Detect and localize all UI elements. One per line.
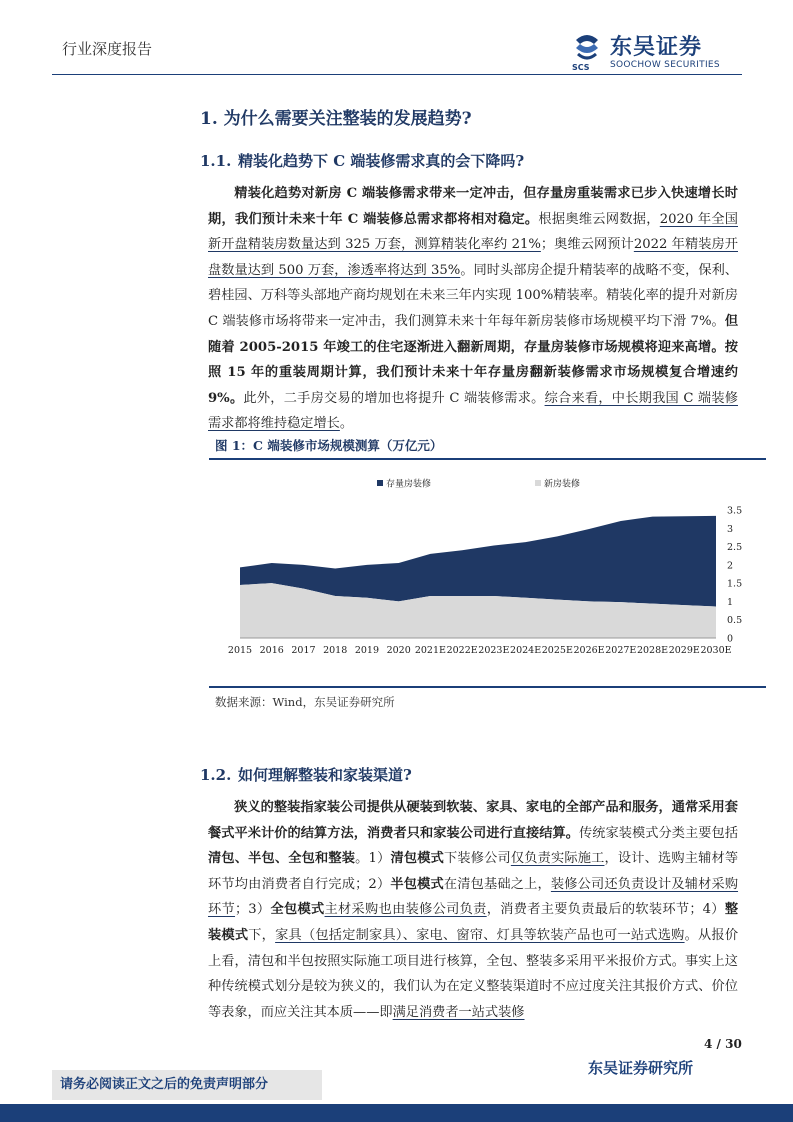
p2-text-5: 在清包基础之上，	[443, 876, 551, 892]
header-divider	[52, 74, 742, 75]
section-1-2-title: 如何理解整装和家装渠道?	[238, 766, 412, 784]
x-tick-label: 2022E	[446, 645, 478, 656]
p2-underline-4: 家具（包括定制家具）、家电、窗帘、灯具等软装产品也可一站式选购	[275, 927, 685, 943]
p2-underline-5: 满足消费者一站式装修	[392, 1004, 525, 1020]
p2-underline-1: 仅负责实际施工	[510, 851, 605, 867]
market-size-area-chart	[209, 462, 766, 684]
x-tick-label: 2025E	[541, 645, 573, 656]
x-tick-label: 2027E	[605, 645, 637, 656]
p2-bold-6: 整装模式	[208, 902, 739, 943]
figure-bottom-rule	[209, 686, 766, 688]
y-tick-label: 1	[727, 596, 734, 608]
y-tick-label: 2	[727, 560, 734, 572]
legend-swatch	[535, 480, 541, 486]
section-1-2-number: 1.2.	[200, 766, 232, 784]
p2-text-1: 传统家装模式分类主要包括	[579, 825, 739, 841]
figure-1-source: 数据来源：Wind，东吴证券研究所	[215, 695, 395, 709]
logo-name: 东吴证券	[610, 35, 703, 60]
p1-underline-1: 2020 年全国新开盘精装房数量达到 325 万套，测算精装化率约 21%	[208, 211, 738, 253]
footer-institute: 东吴证券研究所	[588, 1059, 694, 1077]
p1-bold-1: 精装化趋势对新房 C 端装修需求带来一定冲击，但存量房重装需求已步入快速增长时期，我们预计未来十年 C 端装修总需求都将相对稳定。	[208, 186, 738, 227]
section-1-1-number: 1.1.	[200, 152, 232, 170]
y-tick-label: 1.5	[727, 578, 743, 590]
legend-label: 存量房装修	[386, 479, 432, 490]
x-tick-label: 2021E	[414, 645, 446, 656]
p1-underline-3: 综合来看，中长期我国 C 端装修需求都将维持稳定增长	[208, 390, 738, 432]
p2-text-7: ，消费者主要负责最后的软装环节；4）	[486, 902, 725, 918]
footer-bar	[0, 1104, 793, 1122]
section-1-1-title: 精装化趋势下 C 端装修需求真的会下降吗?	[238, 152, 525, 170]
figure-top-rule	[209, 458, 766, 460]
p1-text-1: 根据奥维云网数据，	[538, 211, 660, 227]
company-logo	[572, 30, 742, 74]
section-1-2-heading	[200, 764, 412, 785]
logo-abbr: SCS	[572, 63, 590, 72]
page-number: 4 / 30	[704, 1037, 742, 1051]
x-tick-label: 2017	[291, 645, 316, 656]
legend-swatch	[377, 480, 383, 486]
y-tick-label: 0	[727, 633, 734, 645]
p2-text-8: 下，	[248, 927, 276, 943]
legend-label: 新房装修	[544, 479, 581, 490]
p2-text-2: 。1）	[355, 851, 391, 867]
p1-text-3: 。同时头部房企提升精装率的战略不变，保利、碧桂园、万科等头部地产商均规划在未来三年内实现 100%精装率。精装化率的提升对新房 C 端装修市场将带来一定冲击，我们测算未来十年每年新房装修市场规模平均下滑 7%。	[208, 262, 738, 329]
p1-text-2: ；奥维云网预计	[540, 237, 634, 253]
x-tick-label: 2023E	[478, 645, 510, 656]
report-type: 行业深度报告	[62, 40, 153, 58]
x-tick-label: 2015	[227, 645, 253, 656]
p1-bold-2: 但随着 2005-2015 年竣工的住宅逐渐进入翻新周期，存量房装修市场规模将迎来高增。按照 15 年的重装周期计算，我们预计未来十年存量房翻新装修需求市场规模复合增速约 9%。	[208, 313, 738, 406]
p2-bold-1: 狭义的整装指家装公司提供从硬装到软装、家具、家电的全部产品和服务，通常采用套餐式平米计价的结算方法，消费者只和家装公司进行直接结算。	[208, 800, 738, 841]
paragraph-2	[208, 795, 738, 1025]
x-tick-label: 2016	[259, 645, 284, 656]
p2-bold-5: 全包模式	[270, 902, 325, 918]
p2-text-4: ，设计、选购主辅材等环节均由消费者自行完成；2）	[208, 851, 739, 892]
p2-underline-3: 主材采购也由装修公司负责	[324, 902, 487, 918]
x-tick-label: 2029E	[668, 645, 700, 656]
logo-mark-icon	[572, 32, 602, 62]
section-1-title: 1. 为什么需要关注整装的发展趋势?	[200, 109, 472, 129]
p1-text-4: 此外，二手房交易的增加也将提升 C 端装修需求。	[243, 390, 545, 406]
y-tick-label: 2.5	[727, 542, 743, 554]
section-1-1-heading	[200, 150, 524, 171]
paragraph-1	[208, 181, 738, 437]
x-tick-label: 2026E	[573, 645, 605, 656]
p1-text-5: 。	[339, 416, 354, 432]
p1-underline-2: 2022 年精装房开盘数量达到 500 万套，渗透率将达到 35%	[208, 237, 738, 278]
figure-1-title: 图 1：C 端装修市场规模测算（万亿元）	[215, 438, 443, 453]
x-tick-label: 2028E	[636, 645, 669, 656]
logo-english: SOOCHOW SECURITIES	[610, 60, 720, 70]
y-tick-label: 0.5	[727, 615, 743, 627]
p2-text-3: 下装修公司	[443, 851, 511, 867]
x-tick-label: 2018	[323, 645, 348, 656]
x-tick-label: 2020	[386, 645, 411, 656]
p2-underline-2: 装修公司还负责设计及辅材采购环节	[208, 876, 739, 918]
x-tick-label: 2030E	[700, 645, 732, 656]
disclaimer-banner: 请务必阅读正文之后的免责声明部分	[52, 1070, 322, 1100]
x-tick-label: 2019	[354, 645, 380, 656]
p2-bold-4: 半包模式	[390, 876, 444, 892]
y-tick-label: 3.5	[727, 505, 743, 517]
p2-bold-3: 清包模式	[390, 851, 444, 867]
y-tick-label: 3	[727, 523, 734, 535]
p2-bold-2: 清包、半包、全包和整装	[208, 851, 356, 867]
p2-text-6: ；3）	[235, 902, 271, 918]
x-tick-label: 2024E	[510, 645, 542, 656]
p2-text-9: 。从报价上看，清包和半包按照实际施工项目进行核算，全包、整装多采用平米报价方式。事实上这种传统模式划分是较为狭义的，我们认为在定义整装渠道时不应过度关注其报价方式、价位等表象，而应关注其本质——即	[208, 927, 739, 1020]
